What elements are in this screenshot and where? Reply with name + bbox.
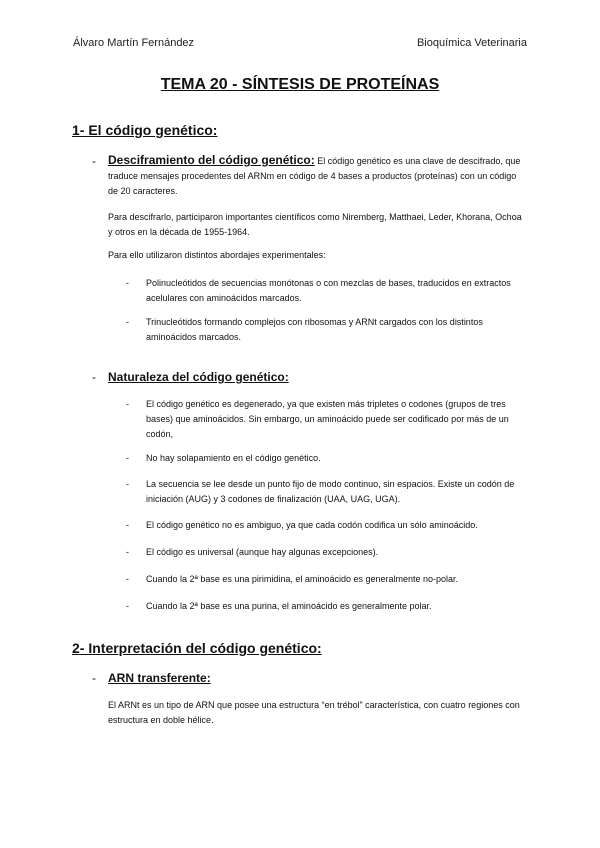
list-item xyxy=(126,477,526,507)
desciframiento-intro-text: El código genético es una clave de descifrado, que traduce mensajes procedentes del ARNm en código de 4 bases a productos (proteínas) con un código de 20 caracteres. xyxy=(108,156,521,196)
list-item-text: La secuencia se lee desde un punto fijo de modo continuo, sin espacios. Existe un codón de iniciación (AUG) y 3 codones de finalización (UAA, UAG, UGA). xyxy=(146,479,515,504)
bullet-dash: - xyxy=(126,520,129,530)
list-item xyxy=(126,276,526,306)
header-subject: Bioquímica Veterinaria xyxy=(416,37,527,49)
list-item-text: No hay solapamiento en el código genético. xyxy=(146,453,321,463)
list-item xyxy=(126,315,526,345)
list-item xyxy=(126,572,526,587)
list-item-text: Cuando la 2ª base es una purina, el aminoácido es generalmente polar. xyxy=(146,601,432,611)
list-item-text: Trinucleótidos formando complejos con ribosomas y ARNt cargados con los distintos aminoácidos marcados. xyxy=(146,317,483,342)
header-author: Álvaro Martín Fernández xyxy=(73,37,195,49)
bullet-dash: - xyxy=(126,278,129,288)
list-item xyxy=(126,397,526,442)
document-title: TEMA 20 - SÍNTESIS DE PROTEÍNAS xyxy=(160,76,440,93)
subsection-title-desciframiento: Desciframiento del código genético: xyxy=(108,153,315,167)
bullet-dash: - xyxy=(126,601,129,611)
list-item-text: El código es universal (aunque hay algunas excepciones). xyxy=(146,547,379,557)
list-item xyxy=(126,545,526,560)
bullet-dash: - xyxy=(126,317,129,327)
subsection-title-naturaleza: Naturaleza del código genético: xyxy=(108,370,289,384)
list-item-text: Cuando la 2ª base es una pirimidina, el aminoácido es generalmente no-polar. xyxy=(146,574,459,584)
desciframiento-paragraph-3: Para ello utilizaron distintos abordajes experimentales: xyxy=(108,250,326,260)
bullet-dash: - xyxy=(126,479,129,489)
list-item-text: El código genético es degenerado, ya que existen más tripletes o codones (grupos de tres bases) que aminoácidos. Sin embargo, un aminoácido puede ser codificado por más de un codón, xyxy=(146,399,509,439)
list-item-text: Polinucleótidos de secuencias monótonas o con mezclas de bases, traducidos en extractos acelulares con aminoácidos marcados. xyxy=(146,278,511,303)
subsection-title-arnt: ARN transferente: xyxy=(108,671,211,685)
bullet-dash: - xyxy=(126,453,129,463)
desciframiento-intro xyxy=(108,153,526,199)
desciframiento-paragraph-2: Para descifrarlo, participaron importantes científicos como Niremberg, Matthaei, Leder, Khorana, Ochoa y otros en la década de 1955-1964. xyxy=(108,212,522,237)
bullet-dash: - xyxy=(126,547,129,557)
list-item xyxy=(126,518,526,533)
section-2-heading: 2- Interpretación del código genético: xyxy=(72,640,322,656)
list-item xyxy=(126,451,526,466)
bullet-dash: - xyxy=(126,574,129,584)
subsection-dash: - xyxy=(92,154,96,168)
section-1-heading: 1- El código genético: xyxy=(72,122,218,138)
bullet-dash: - xyxy=(126,399,129,409)
subsection-dash: - xyxy=(92,370,96,384)
list-item xyxy=(126,599,526,614)
subsection-dash: - xyxy=(92,671,96,685)
arnt-paragraph: El ARNt es un tipo de ARN que posee una estructura “en trébol” característica, con cuatro regiones con estructura en doble hélice. xyxy=(108,700,520,725)
list-item-text: El código genético no es ambiguo, ya que cada codón codifica un sólo aminoácido. xyxy=(146,520,478,530)
